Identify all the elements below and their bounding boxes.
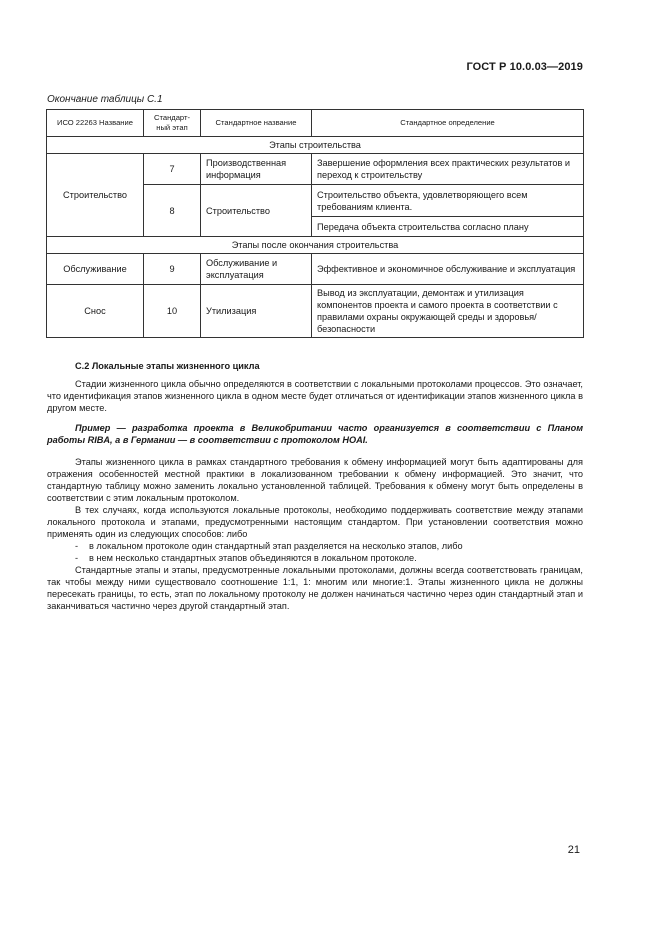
- stage-definition-cell: Завершение оформления всех практических результатов и переход к строительству: [312, 154, 584, 185]
- list-item-text: в нем несколько стандартных этапов объединяются в локальном протоколе.: [89, 553, 417, 563]
- paragraph: Этапы жизненного цикла в рамках стандартного требования к обмену информацией могут быть адаптированы для отражения особенностей местной практики в локализованном требовании к обмену информацией. Это значит, что стандартную таблицу можно заменить локально установленной таблицей. Требования к обмену могут быть определены в соответствии с этим локальным протоколом.: [47, 457, 583, 503]
- column-header-definition: Стандартное определение: [312, 110, 584, 137]
- paragraph: В тех случаях, когда используются локальные протоколы, необходимо поддерживать соответствие между этапами локального протокола и этапами, предусмотренными настоящим стандартом. При установлении соответствия можно применять один из следующих способов: либо: [47, 505, 583, 539]
- table-row: [47, 254, 584, 285]
- stage-name-cell: Утилизация: [201, 285, 312, 338]
- list-item: - в нем несколько стандартных этапов объединяются в локальном протоколе.: [75, 553, 417, 563]
- lifecycle-stages-table: [46, 109, 584, 338]
- stage-name-cell: Производственная информация: [201, 154, 312, 185]
- table-row: [47, 154, 584, 185]
- stage-definition-cell: [312, 185, 584, 237]
- section-heading: С.2 Локальные этапы жизненного цикла: [75, 361, 260, 371]
- stage-number-cell: 8: [144, 185, 201, 237]
- section-body: [47, 358, 583, 612]
- paragraph: Стадии жизненного цикла обычно определяются в соответствии с локальными протоколами процессов. Это означает, что идентификация этапов жизненного цикла в одном месте будет отличаться от идентификации этапов жизненного цикла в другом месте.: [47, 379, 583, 413]
- table-row: [47, 285, 584, 338]
- stage-number-cell: 9: [144, 254, 201, 285]
- stage-name-cell: Обслуживание и эксплуатация: [201, 254, 312, 285]
- stage-definition-cell: Эффективное и экономичное обслуживание и эксплуатация: [312, 254, 584, 285]
- iso-name-cell: Строительство: [47, 154, 144, 237]
- section-title-construction: Этапы строительства: [47, 137, 584, 154]
- list-item: - в локальном протоколе один стандартный этап разделяется на несколько этапов, либо: [75, 541, 463, 551]
- definition-part: Строительство объекта, удовлетворяющего всем требованиям клиента.: [317, 190, 528, 212]
- table-section-row: [47, 237, 584, 254]
- stage-number-cell: 7: [144, 154, 201, 185]
- column-header-name: Стандартное название: [201, 110, 312, 137]
- stage-name-cell: Строительство: [201, 185, 312, 237]
- stage-number-cell: 10: [144, 285, 201, 338]
- column-header-stage: Стандарт-ный этап: [144, 110, 201, 137]
- definition-part: Передача объекта строительства согласно плану: [312, 216, 583, 236]
- column-header-iso: ИСО 22263 Название: [47, 110, 144, 137]
- stage-definition-cell: Вывод из эксплуатации, демонтаж и утилизация компонентов проекта и самого проекта в соответствии с правилами охраны окружающей среды и здоровья/безопасности: [312, 285, 584, 338]
- example-note: Пример — разработка проекта в Великобритании часто организуется в соответствии с Планом работы RIBA, а в Германии — в соответствии с протоколом HOAI.: [47, 423, 583, 445]
- table-caption: Окончание таблицы С.1: [47, 94, 163, 105]
- table-section-row: [47, 137, 584, 154]
- table-header-row: [47, 110, 584, 137]
- iso-name-cell: Снос: [47, 285, 144, 338]
- page-number: 21: [567, 844, 580, 856]
- iso-name-cell: Обслуживание: [47, 254, 144, 285]
- list-item-text: в локальном протоколе один стандартный этап разделяется на несколько этапов, либо: [89, 541, 463, 551]
- standard-code-header: ГОСТ Р 10.0.03—2019: [466, 61, 583, 73]
- section-title-post-construction: Этапы после окончания строительства: [47, 237, 584, 254]
- paragraph: Стандартные этапы и этапы, предусмотренные локальными протоколами, должны всегда соответствовать границам, так чтобы между ними существовало соотношение 1:1, 1: многим или многие:1. Этапы жизненного цикла не должны пересекать границы, то есть, этап по локальному протоколу не должен начинаться частично через один стандартный этап и заканчиваться частично через другой стандартный этап.: [47, 565, 583, 611]
